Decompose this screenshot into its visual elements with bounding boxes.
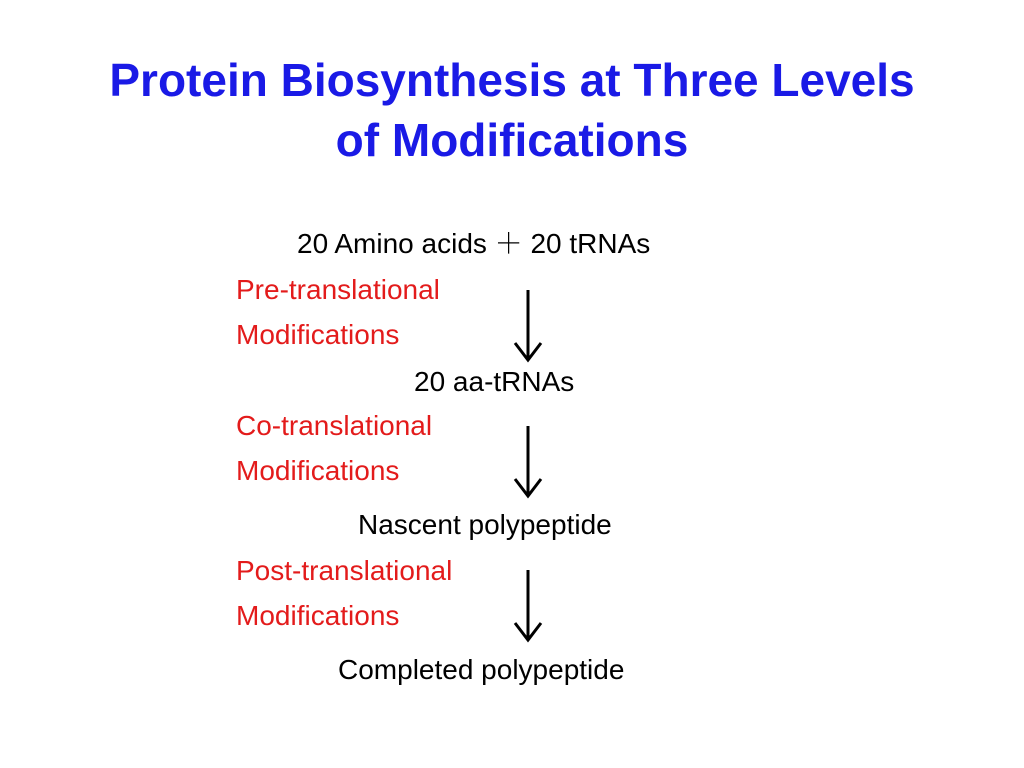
- down-arrow-icon: [508, 568, 548, 644]
- aa-trnas-product: 20 aa-tRNAs: [414, 366, 575, 397]
- pre-translational-label: Pre-translational: [236, 274, 440, 305]
- down-arrow-icon: [508, 424, 548, 500]
- title-line-2: of Modifications: [335, 114, 689, 166]
- start-reactants: 20 Amino acids ＋ 20 tRNAs: [297, 228, 651, 259]
- completed-polypeptide-product: Completed polypeptide: [338, 654, 625, 685]
- post-translational-label: Post-translational: [236, 555, 453, 586]
- post-translational-modifications-label: Modifications: [236, 600, 400, 631]
- title-line-1: Protein Biosynthesis at Three Levels: [109, 54, 915, 106]
- co-translational-modifications-label: Modifications: [236, 455, 400, 486]
- co-translational-label: Co-translational: [236, 410, 433, 441]
- pre-translational-modifications-label: Modifications: [236, 319, 400, 350]
- slide-title: [0, 50, 1024, 170]
- down-arrow-icon: [508, 288, 548, 364]
- nascent-polypeptide-product: Nascent polypeptide: [358, 509, 612, 540]
